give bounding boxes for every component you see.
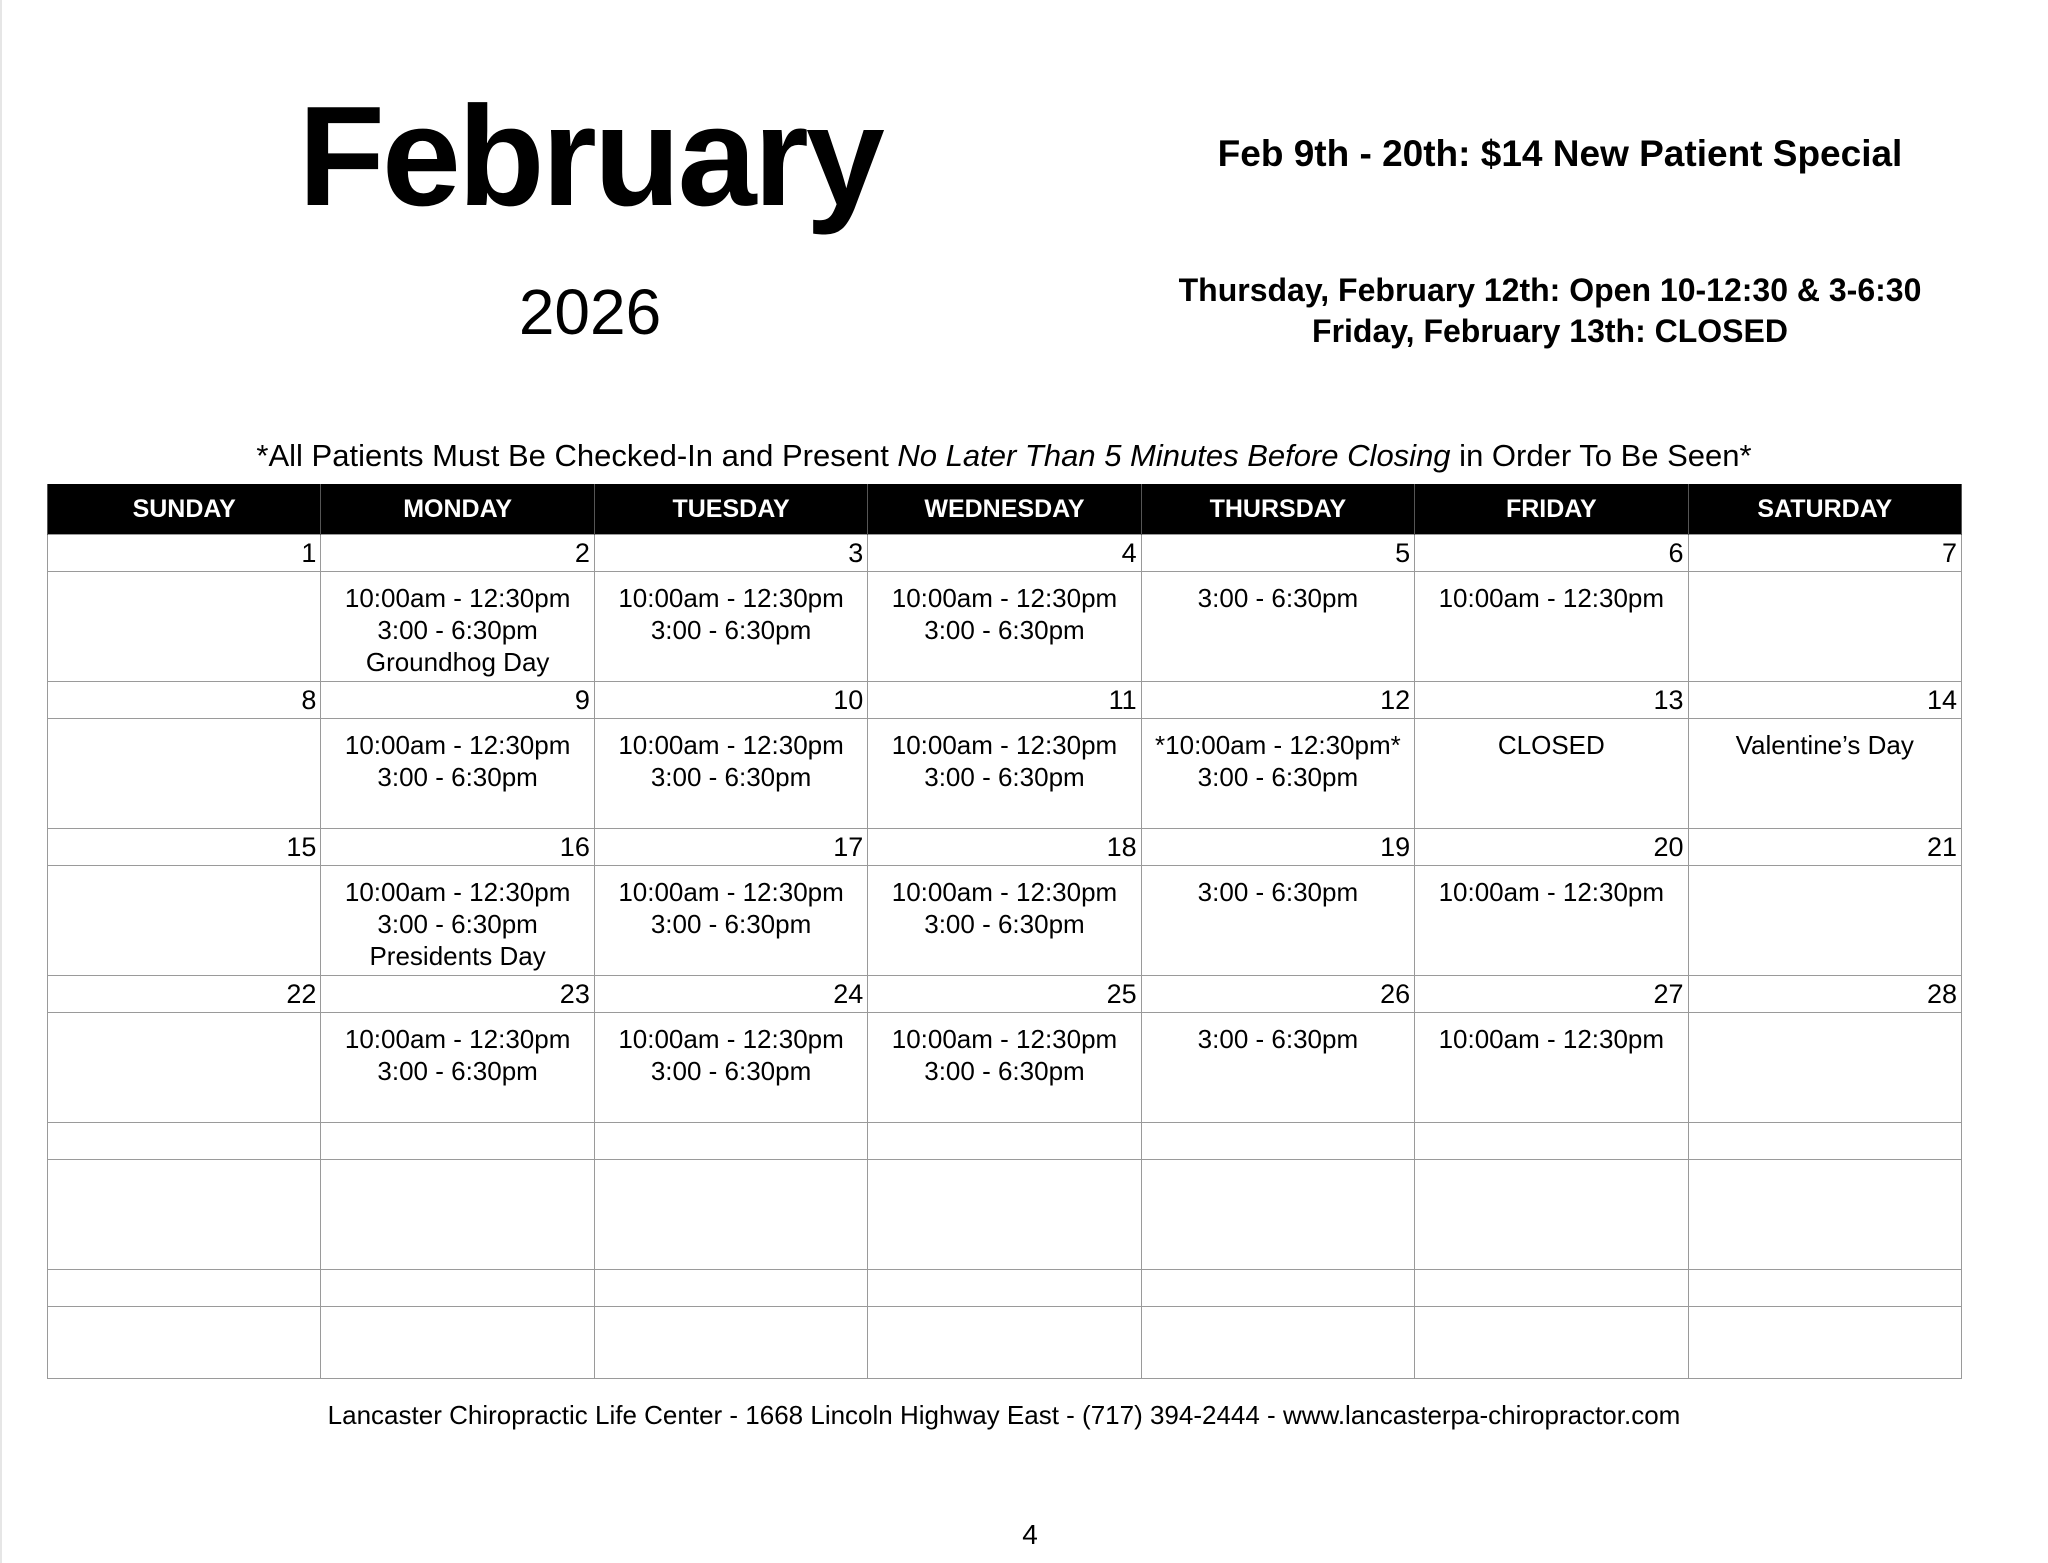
date-number: 3 [594, 535, 867, 572]
day-cell [1688, 866, 1961, 976]
day-entry: 10:00am - 12:30pm [891, 730, 1118, 760]
day-entry: 10:00am - 12:30pm [1438, 1024, 1665, 1054]
day-entry: 10:00am - 12:30pm [344, 1024, 571, 1054]
day-hours-row [48, 1013, 1962, 1123]
day-cell [868, 1013, 1141, 1123]
date-number-row [48, 1270, 1962, 1307]
date-number [1415, 1270, 1688, 1307]
day-entry: 3:00 - 6:30pm [1197, 762, 1359, 792]
day-cell [594, 866, 867, 976]
date-number [321, 1123, 594, 1160]
day-entry: 10:00am - 12:30pm [344, 877, 571, 907]
date-number-row [48, 682, 1962, 719]
day-cell [321, 866, 594, 976]
day-cell [594, 1307, 867, 1379]
checkin-text-end: in Order To Be Seen* [1450, 438, 1752, 473]
date-number: 4 [868, 535, 1141, 572]
day-entry: 3:00 - 6:30pm [924, 1056, 1085, 1086]
schedule-notice [1150, 270, 1950, 352]
weekday-tuesday: TUESDAY [594, 484, 867, 535]
month-title: February [298, 77, 882, 236]
day-entry: 3:00 - 6:30pm [377, 762, 538, 792]
date-number: 16 [321, 829, 594, 866]
calendar-body [48, 535, 1962, 1379]
day-cell [1141, 1307, 1414, 1379]
day-cell [594, 719, 867, 829]
day-cell [321, 1307, 594, 1379]
date-number-row [48, 1123, 1962, 1160]
date-number [1415, 1123, 1688, 1160]
notice-line: Thursday, February 12th: Open 10-12:30 & 3-6:30 [1178, 272, 1922, 308]
day-entry: 10:00am - 12:30pm [618, 1024, 844, 1054]
date-number: 10 [594, 682, 867, 719]
calendar-grid [47, 484, 1962, 1379]
day-cell [321, 1013, 594, 1123]
day-cell [1688, 719, 1961, 829]
day-cell [1415, 572, 1688, 682]
day-entry: 3:00 - 6:30pm [650, 1056, 812, 1086]
date-number: 24 [594, 976, 867, 1013]
date-number: 22 [48, 976, 321, 1013]
weekday-monday: MONDAY [321, 484, 594, 535]
day-cell [1141, 572, 1414, 682]
date-number [48, 1270, 321, 1307]
footer-contact: Lancaster Chiropractic Life Center - 1668 Lincoln Highway East - (717) 394-2444 - www.lancasterpa-chiropractor.com [327, 1400, 1681, 1430]
checkin-policy [48, 436, 1960, 476]
day-cell [48, 866, 321, 976]
day-cell [48, 1013, 321, 1123]
day-cell [48, 1307, 321, 1379]
day-entry: 10:00am - 12:30pm [891, 1024, 1118, 1054]
day-entry: Groundhog Day [365, 647, 550, 677]
day-cell [1415, 719, 1688, 829]
date-number: 27 [1415, 976, 1688, 1013]
day-cell [594, 572, 867, 682]
day-cell [868, 866, 1141, 976]
date-number: 1 [48, 535, 321, 572]
weekday-friday: FRIDAY [1415, 484, 1688, 535]
day-hours-row [48, 1307, 1962, 1379]
day-entry: 3:00 - 6:30pm [924, 909, 1085, 939]
day-cell [321, 572, 594, 682]
day-cell [594, 1160, 867, 1270]
date-number [1141, 1270, 1414, 1307]
day-entry: 10:00am - 12:30pm [891, 583, 1118, 613]
day-cell [594, 1013, 867, 1123]
new-patient-special: Feb 9th - 20th: $14 New Patient Special [1217, 133, 1903, 174]
date-number: 20 [1415, 829, 1688, 866]
weekday-saturday: SATURDAY [1688, 484, 1961, 535]
checkin-text-emphasis: No Later Than 5 Minutes Before Closing [897, 438, 1451, 473]
day-cell [48, 719, 321, 829]
day-entry: 3:00 - 6:30pm [924, 615, 1085, 645]
day-entry: 3:00 - 6:30pm [650, 762, 812, 792]
date-number-row [48, 829, 1962, 866]
date-number: 28 [1688, 976, 1961, 1013]
page-number: 4 [1022, 1519, 1038, 1550]
day-entry: 3:00 - 6:30pm [377, 1056, 538, 1086]
date-number: 8 [48, 682, 321, 719]
day-cell [1415, 866, 1688, 976]
date-number: 14 [1688, 682, 1961, 719]
date-number [868, 1123, 1141, 1160]
day-hours-row [48, 719, 1962, 829]
date-number: 11 [868, 682, 1141, 719]
date-number [868, 1270, 1141, 1307]
date-number [1141, 1123, 1414, 1160]
day-cell [1141, 1013, 1414, 1123]
day-entry: 10:00am - 12:30pm [344, 730, 571, 760]
day-entry: 10:00am - 12:30pm [618, 583, 844, 613]
day-entry: 10:00am - 12:30pm [1438, 583, 1665, 613]
day-hours-row [48, 572, 1962, 682]
day-entry: 3:00 - 6:30pm [1197, 583, 1359, 613]
day-entry: 10:00am - 12:30pm [618, 730, 844, 760]
day-cell [1688, 1013, 1961, 1123]
weekday-wednesday: WEDNESDAY [868, 484, 1141, 535]
day-cell [868, 719, 1141, 829]
date-number: 7 [1688, 535, 1961, 572]
day-cell [1141, 1160, 1414, 1270]
checkin-text-start: *All Patients Must Be Checked-In and Present [256, 438, 898, 473]
day-cell [1415, 1160, 1688, 1270]
day-cell [1415, 1013, 1688, 1123]
date-number: 12 [1141, 682, 1414, 719]
date-number [48, 1123, 321, 1160]
date-number: 21 [1688, 829, 1961, 866]
date-number: 2 [321, 535, 594, 572]
day-cell [1415, 1307, 1688, 1379]
date-number: 5 [1141, 535, 1414, 572]
day-entry: 3:00 - 6:30pm [650, 615, 812, 645]
date-number: 18 [868, 829, 1141, 866]
day-entry: Presidents Day [369, 941, 546, 971]
day-entry: 10:00am - 12:30pm [618, 877, 844, 907]
date-number: 6 [1415, 535, 1688, 572]
page-edge [0, 0, 2, 1563]
date-number: 17 [594, 829, 867, 866]
day-entry: 3:00 - 6:30pm [1197, 1024, 1359, 1054]
day-cell [321, 1160, 594, 1270]
day-cell [1141, 719, 1414, 829]
date-number: 13 [1415, 682, 1688, 719]
day-cell [48, 1160, 321, 1270]
day-entry: 3:00 - 6:30pm [377, 615, 538, 645]
date-number [594, 1270, 867, 1307]
weekday-sunday: SUNDAY [48, 484, 321, 535]
date-number: 19 [1141, 829, 1414, 866]
day-entry: 3:00 - 6:30pm [650, 909, 812, 939]
date-number [1688, 1270, 1961, 1307]
weekday-thursday: THURSDAY [1141, 484, 1414, 535]
day-entry: CLOSED [1497, 730, 1605, 760]
date-number: 23 [321, 976, 594, 1013]
date-number: 9 [321, 682, 594, 719]
day-cell [1688, 1307, 1961, 1379]
day-cell [1688, 1160, 1961, 1270]
day-cell [868, 1307, 1141, 1379]
date-number-row [48, 976, 1962, 1013]
day-entry: 3:00 - 6:30pm [1197, 877, 1359, 907]
notice-line: Friday, February 13th: CLOSED [1312, 313, 1788, 349]
day-entry: 10:00am - 12:30pm [344, 583, 571, 613]
date-number [594, 1123, 867, 1160]
date-number-row [48, 535, 1962, 572]
year-label: 2026 [518, 276, 662, 348]
day-entry: 3:00 - 6:30pm [377, 909, 538, 939]
day-cell [868, 572, 1141, 682]
day-entry: 3:00 - 6:30pm [924, 762, 1085, 792]
day-cell [868, 1160, 1141, 1270]
date-number: 15 [48, 829, 321, 866]
day-cell [1141, 866, 1414, 976]
date-number [1688, 1123, 1961, 1160]
date-number: 26 [1141, 976, 1414, 1013]
day-hours-row [48, 1160, 1962, 1270]
day-entry: 10:00am - 12:30pm [891, 877, 1118, 907]
day-cell [321, 719, 594, 829]
weekday-header-row [48, 484, 1962, 535]
day-cell [1688, 572, 1961, 682]
day-entry: 10:00am - 12:30pm [1438, 877, 1665, 907]
day-cell [48, 572, 321, 682]
date-number [321, 1270, 594, 1307]
day-hours-row [48, 866, 1962, 976]
date-number: 25 [868, 976, 1141, 1013]
day-entry: Valentine’s Day [1735, 730, 1914, 760]
day-entry: *10:00am - 12:30pm* [1155, 730, 1401, 760]
